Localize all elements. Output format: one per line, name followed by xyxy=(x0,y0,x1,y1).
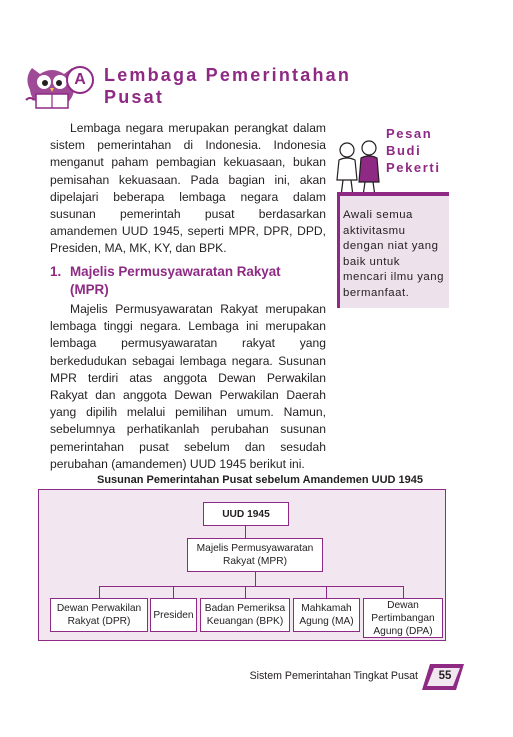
connector-ma xyxy=(326,586,327,598)
subsection-title-line1: Majelis Permusyawaratan Rakyat xyxy=(70,264,281,279)
side-heading-line1: Pesan xyxy=(386,126,433,141)
subsection-number: 1. xyxy=(50,264,62,279)
connector-presiden xyxy=(173,586,174,598)
chart-title: Susunan Pemerintahan Pusat sebelum Amandemen UUD 1945 xyxy=(96,474,424,486)
bpk-line1: Badan Pemeriksa xyxy=(204,603,286,614)
subsection-heading xyxy=(50,263,340,299)
mpr-paragraph: Majelis Permusyawaratan Rakyat merupakan lembaga tinggi negara. Lembaga ini merupakan lembaga permusyawaratan rakyat yang berkedudukan sebagai lembaga negara. Susunan MPR terdiri atas anggota Dewan Perwakilan Rakyat dan anggota Dewan Perwakilan Daerah yang dipilih melalui pemilihan umum. Namun, sebelumnya perhatikanlah perubahan susunan pemerintahan pusat sebelum dan sesudah perubahan (amandemen) UUD 1945 berikut ini. xyxy=(50,302,326,471)
ma-line2: Agung (MA) xyxy=(299,616,354,627)
connector-bpk xyxy=(245,586,246,598)
intro-paragraph: Lembaga negara merupakan perangkat dalam sistem pemerintahan di Indonesia. Indonesia menganut paham pembagian kekuasaan, bukan pemisahan kekuasaan. Pada bagian ini, akan dipelajari beberapa lembaga negara dalam susunan pemerintah pusat berdasarkan amandemen UUD 1945, seperti MPR, DPR, DPD, Presiden, MA, MK, KY, dan BPK. xyxy=(50,121,326,256)
chart-node-mpr xyxy=(187,538,323,572)
chart-node-bpk xyxy=(200,598,290,632)
side-box-heading xyxy=(386,125,466,176)
bpk-line2: Keuangan (BPK) xyxy=(206,616,284,627)
connector-dpa xyxy=(403,586,404,598)
mpr-line1: Majelis Permusyawaratan xyxy=(196,543,314,554)
chart-node-dpr xyxy=(50,598,148,632)
dpr-line2: Rakyat (DPR) xyxy=(67,616,131,627)
dpr-line1: Dewan Perwakilan xyxy=(56,603,142,614)
connector-uud-mpr xyxy=(245,526,246,538)
section-title-line2: Pusat xyxy=(104,87,165,107)
side-box-text: Awali semua aktivitasmu dengan niat yang baik untuk mencari ilmu yang bermanfaat. xyxy=(343,209,444,299)
dpa-line2: Pertimbangan xyxy=(371,612,435,624)
mpr-line2: Rakyat (MPR) xyxy=(223,556,287,567)
subsection-title-line2: (MPR) xyxy=(70,282,109,297)
page-number: 55 xyxy=(438,670,452,682)
connector-horizontal xyxy=(99,586,403,587)
section-title xyxy=(104,64,364,108)
chart-node-presiden: Presiden xyxy=(150,598,197,632)
dpa-line3: Agung (DPA) xyxy=(373,625,433,637)
children-illustration-icon xyxy=(333,140,385,198)
section-badge: A xyxy=(66,66,94,94)
connector-mpr-down xyxy=(255,572,256,586)
side-heading-line3: Pekerti xyxy=(386,160,441,175)
running-title: Sistem Pemerintahan Tingkat Pusat xyxy=(249,670,418,682)
chart-node-ma xyxy=(293,598,360,632)
ma-line1: Mahkamah xyxy=(301,603,352,614)
connector-dpr xyxy=(99,586,100,598)
chart-node-uud: UUD 1945 xyxy=(203,502,289,526)
side-heading-line2: Budi xyxy=(386,143,422,158)
chart-node-dpa xyxy=(363,598,443,638)
dpa-line1: Dewan xyxy=(387,599,419,611)
section-title-line1: Lembaga Pemerintahan xyxy=(104,65,352,85)
